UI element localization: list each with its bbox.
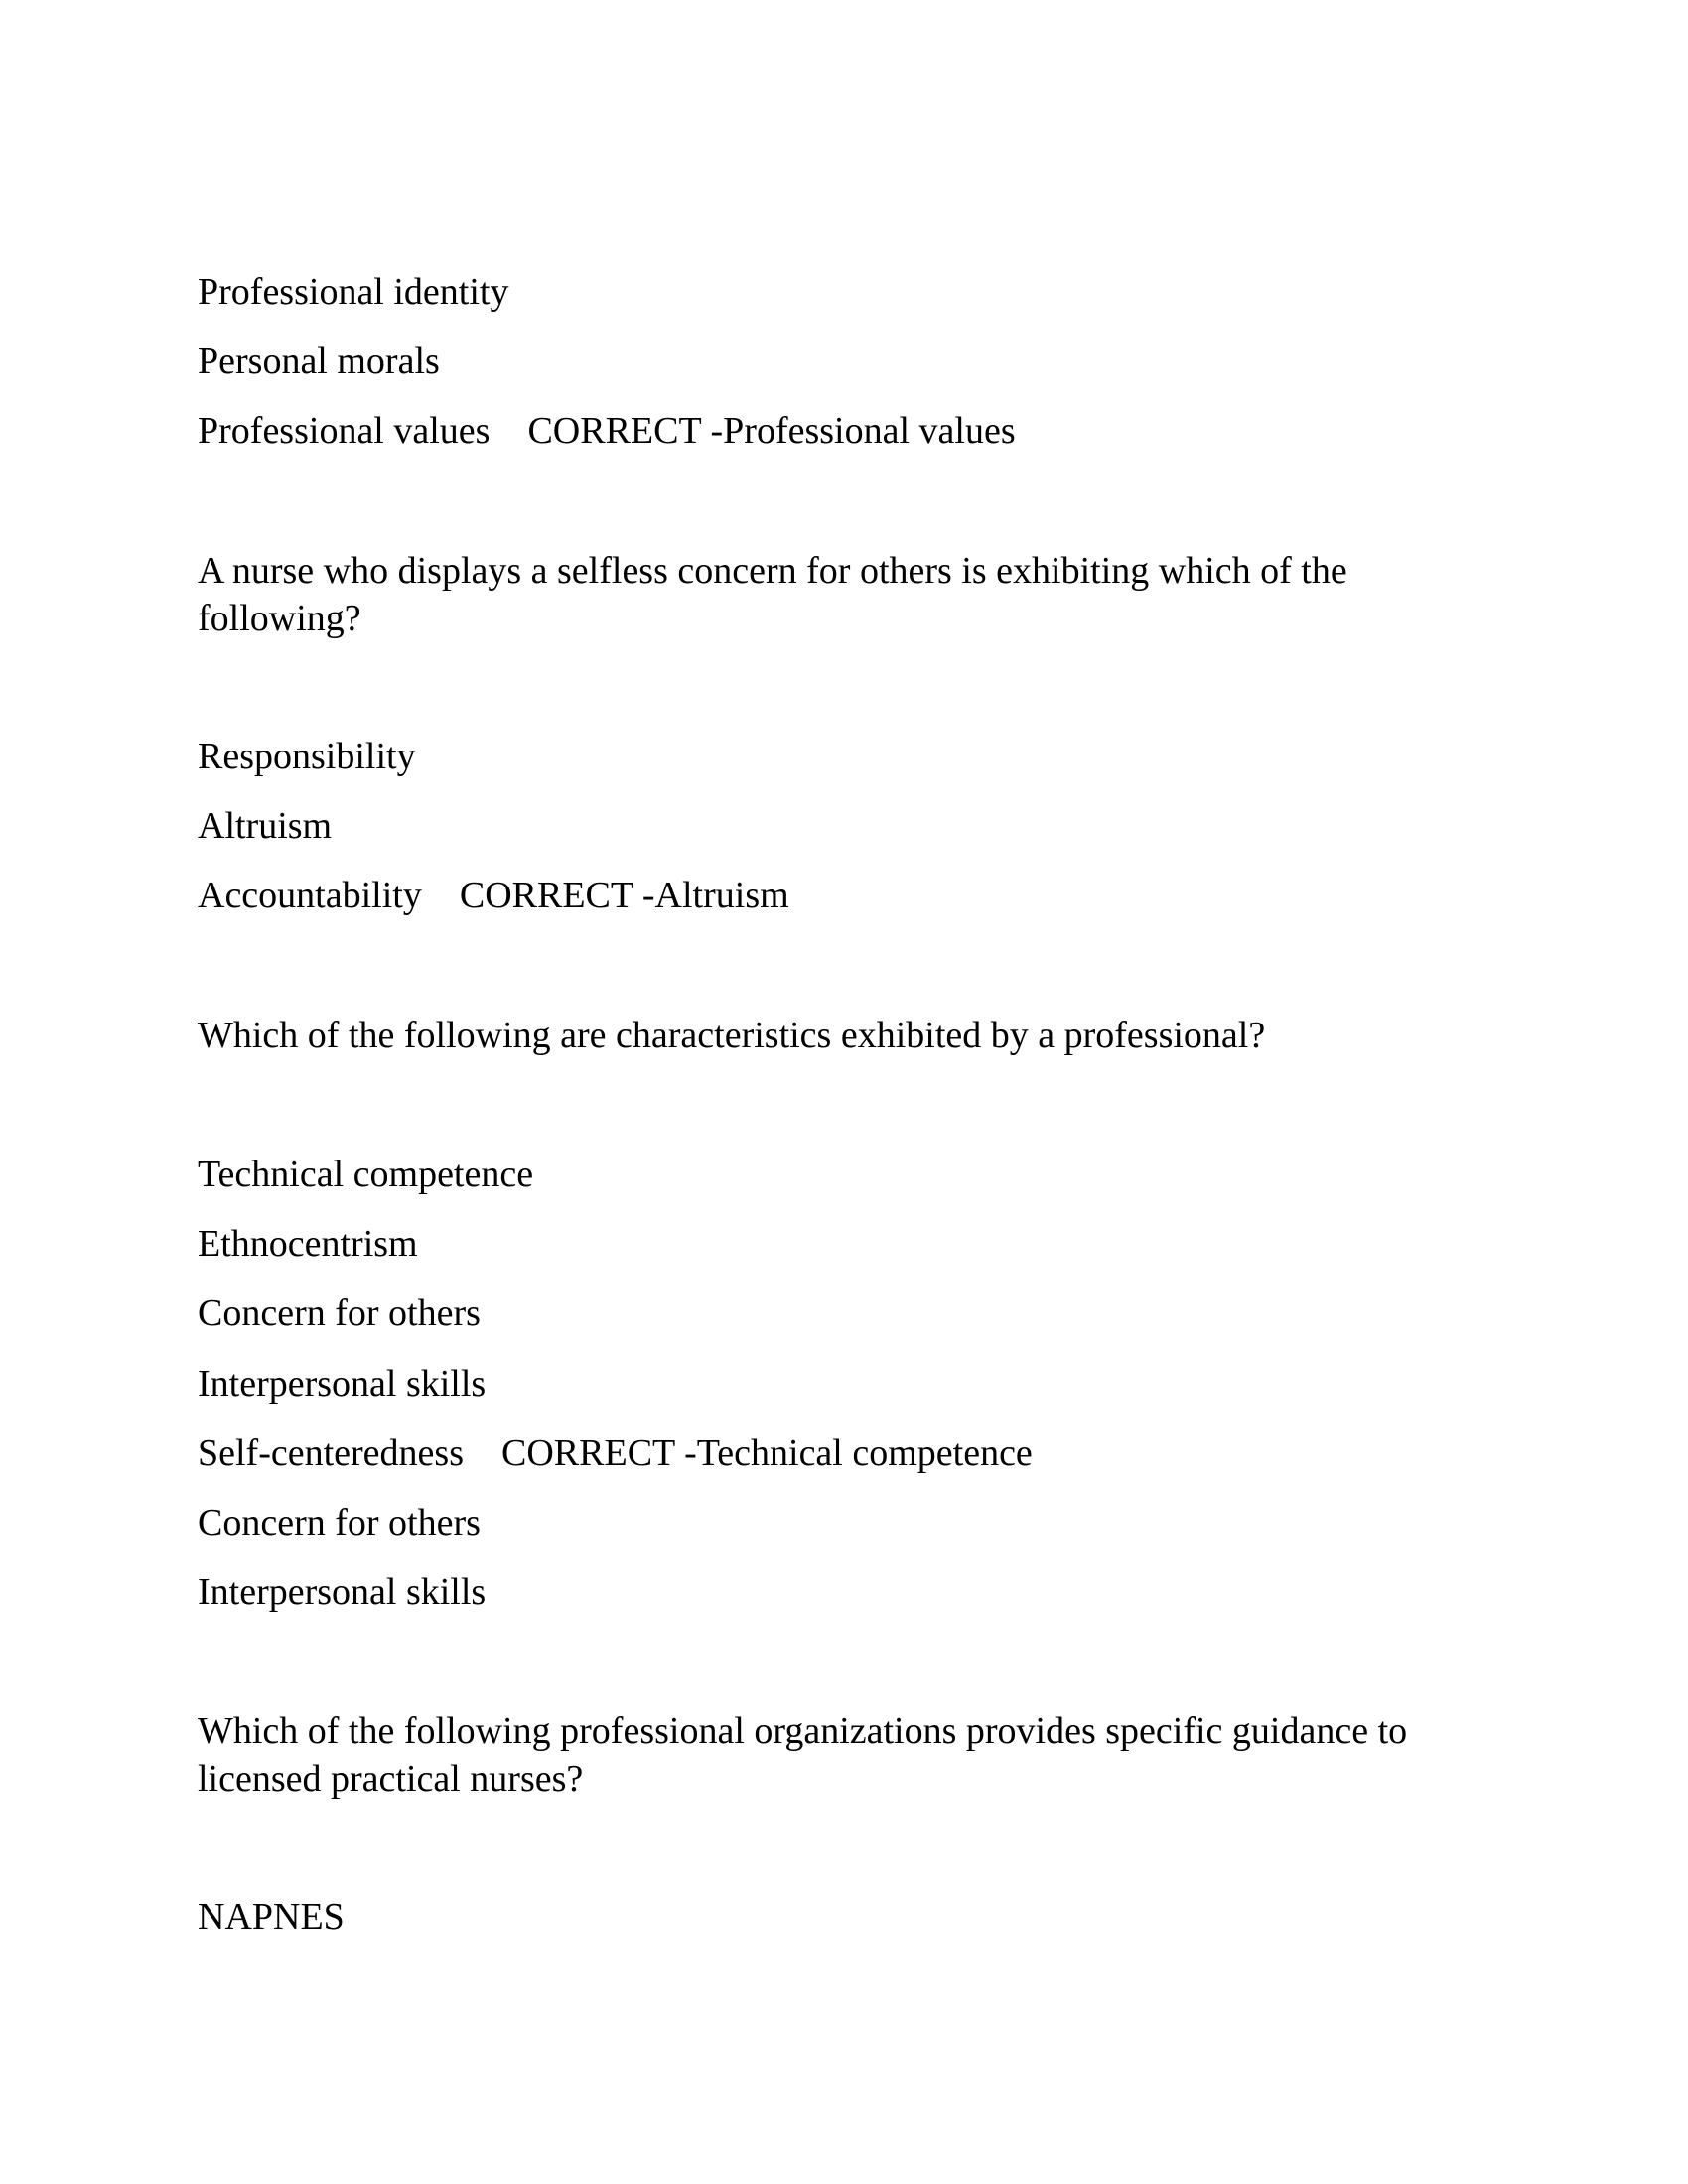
option-text: Interpersonal skills	[198, 1363, 487, 1405]
answer-continuation: Concern for others	[198, 1502, 481, 1544]
correct-answer: CORRECT -Technical competence	[501, 1433, 1033, 1474]
correct-answer: CORRECT -Altruism	[459, 875, 789, 916]
option-text: NAPNES	[198, 1896, 345, 1938]
option-text: Responsibility	[198, 736, 416, 777]
correct-answer: CORRECT -Professional values	[527, 410, 1016, 452]
question-text: A nurse who displays a selfless concern for others is exhibiting which of the following?	[198, 550, 1347, 639]
option-text: Technical competence	[198, 1154, 534, 1195]
option-text: Self-centeredness	[198, 1433, 464, 1474]
option-with-answer	[198, 872, 789, 919]
option-text: Professional identity	[198, 271, 509, 313]
question-text: Which of the following professional organizations provides specific guidance to licensed practical nurses?	[198, 1710, 1408, 1800]
answer-continuation: Interpersonal skills	[198, 1571, 487, 1613]
option-with-answer	[198, 407, 1016, 455]
question-text: Which of the following are characteristics exhibited by a professional?	[198, 1015, 1266, 1056]
option-with-answer	[198, 1430, 1033, 1477]
option-text: Concern for others	[198, 1293, 481, 1334]
option-text: Ethnocentrism	[198, 1223, 418, 1265]
option-text: Personal morals	[198, 341, 440, 382]
option-text: Altruism	[198, 805, 333, 847]
option-text: Accountability	[198, 875, 422, 916]
option-text: Professional values	[198, 410, 491, 452]
